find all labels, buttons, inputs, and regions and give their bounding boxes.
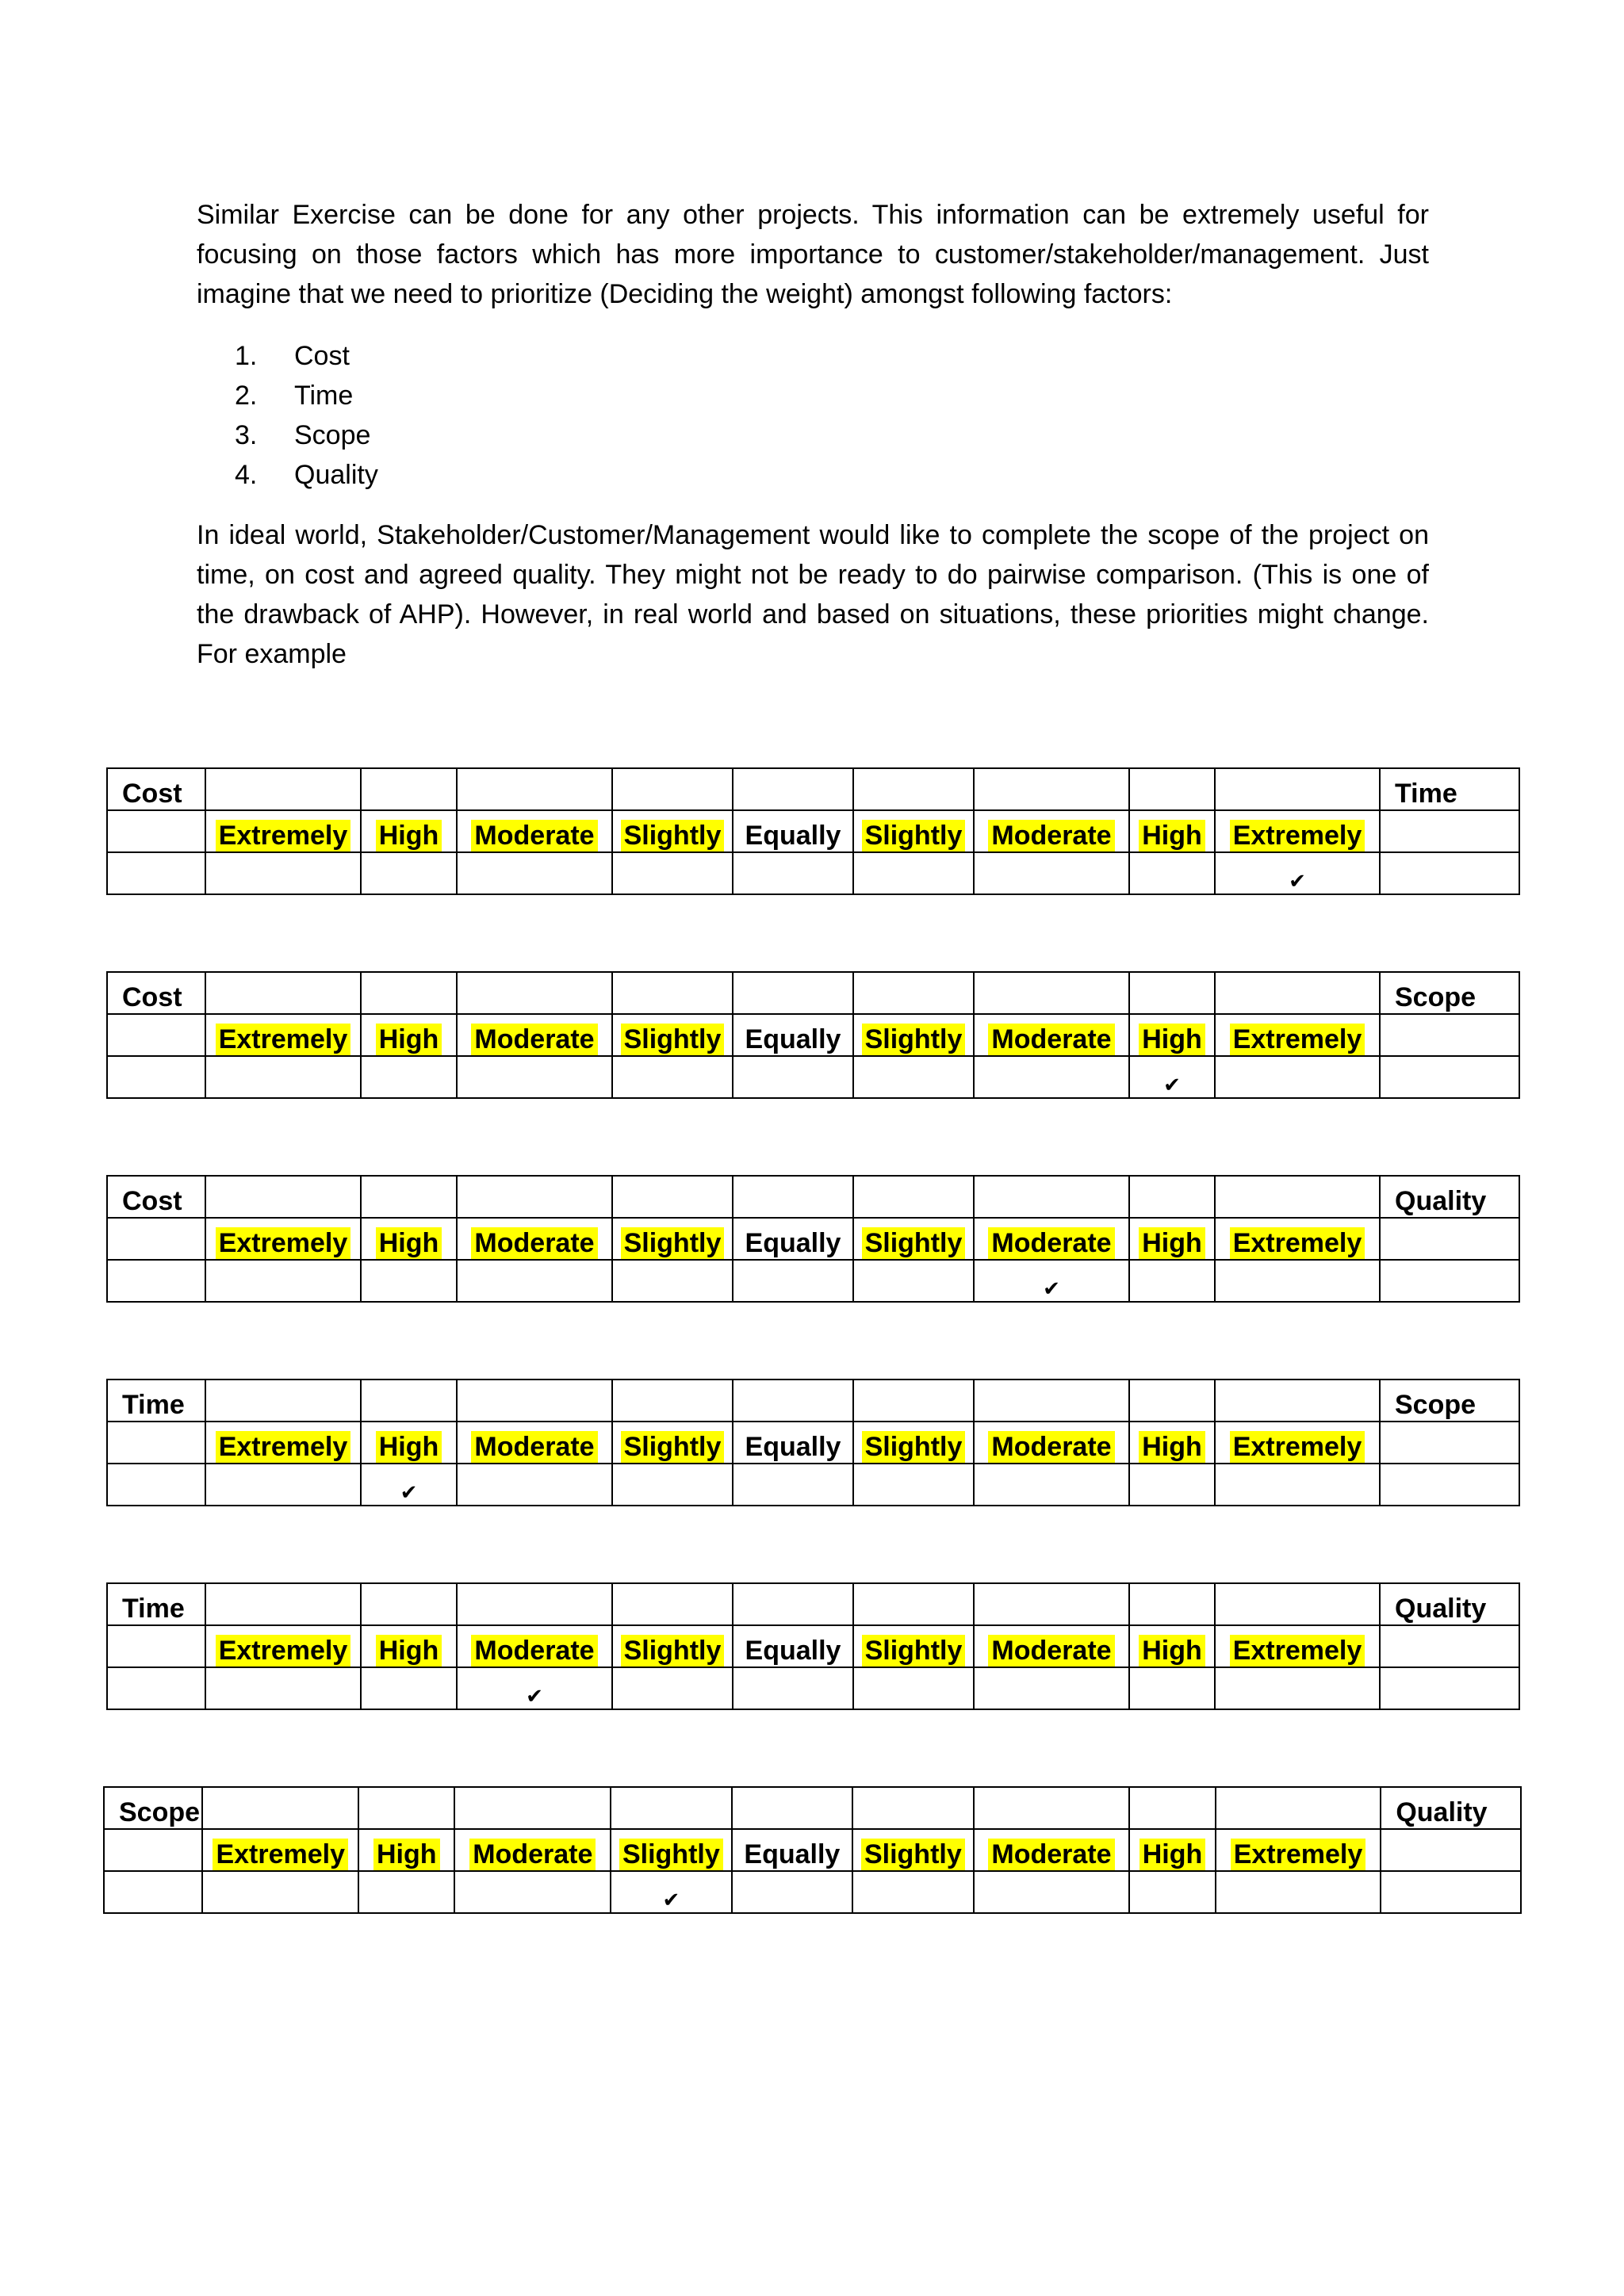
empty-cell xyxy=(733,1583,853,1625)
selection-cell[interactable] xyxy=(1215,1464,1380,1506)
selection-cell[interactable] xyxy=(205,1667,361,1709)
table-row xyxy=(107,1464,1519,1506)
scale-label: Slightly xyxy=(861,1839,965,1870)
scale-label: High xyxy=(1139,1635,1205,1667)
empty-cell xyxy=(107,1625,205,1667)
empty-cell xyxy=(104,1829,202,1871)
scale-label: Slightly xyxy=(621,1635,725,1667)
factor-label: Cost xyxy=(294,341,350,371)
empty-cell xyxy=(1381,1829,1521,1871)
table-row xyxy=(107,1260,1519,1302)
empty-cell xyxy=(457,768,612,810)
table-row xyxy=(104,1787,1521,1829)
empty-cell xyxy=(1380,1464,1519,1506)
scale-label-cell xyxy=(974,1829,1130,1871)
scale-label: Equally xyxy=(745,1432,841,1462)
scale-label: Moderate xyxy=(988,1227,1114,1259)
list-number: 1. xyxy=(235,341,258,371)
scale-label-cell xyxy=(974,1422,1129,1464)
empty-cell xyxy=(1380,1218,1519,1260)
scale-label: Slightly xyxy=(619,1839,723,1870)
selection-cell[interactable] xyxy=(853,852,974,894)
scale-label-cell xyxy=(202,1829,358,1871)
scale-label: Moderate xyxy=(471,1024,597,1055)
selection-cell[interactable] xyxy=(612,1056,733,1098)
scale-label-cell xyxy=(733,1014,853,1056)
scale-label-cell xyxy=(1129,1218,1215,1260)
selection-cell[interactable] xyxy=(733,1464,853,1506)
empty-cell xyxy=(612,1380,733,1422)
scale-label-cell xyxy=(974,810,1129,852)
scale-label: High xyxy=(376,1635,442,1667)
empty-cell xyxy=(974,1583,1129,1625)
scale-label: High xyxy=(1139,1227,1205,1259)
scale-label: High xyxy=(376,1024,442,1055)
empty-cell xyxy=(107,810,205,852)
selection-cell[interactable] xyxy=(1216,1871,1381,1913)
scale-label-cell xyxy=(974,1014,1129,1056)
empty-cell xyxy=(205,972,361,1014)
table-row xyxy=(107,768,1519,810)
empty-cell xyxy=(205,768,361,810)
scale-label: Moderate xyxy=(988,1024,1114,1055)
left-factor: Cost xyxy=(107,972,205,1014)
scale-label-cell xyxy=(361,1218,457,1260)
empty-cell xyxy=(974,1787,1130,1829)
list-number: 2. xyxy=(235,381,258,411)
selection-cell[interactable] xyxy=(361,1260,457,1302)
empty-cell xyxy=(1215,768,1380,810)
selection-cell[interactable] xyxy=(1215,1260,1380,1302)
scale-label-cell xyxy=(205,1625,361,1667)
left-factor: Cost xyxy=(107,768,205,810)
left-factor: Scope xyxy=(104,1787,202,1829)
empty-cell xyxy=(107,1667,205,1709)
empty-cell xyxy=(1129,1787,1215,1829)
selection-cell[interactable] xyxy=(361,1667,457,1709)
selection-cell[interactable] xyxy=(853,1667,974,1709)
scale-label: High xyxy=(1139,1431,1205,1463)
selection-cell[interactable] xyxy=(852,1871,974,1913)
empty-cell xyxy=(974,768,1129,810)
scale-label: Slightly xyxy=(862,1227,966,1259)
empty-cell xyxy=(457,1583,612,1625)
scale-label-cell xyxy=(1129,1829,1215,1871)
checkmark-icon: ✔ xyxy=(400,1480,418,1504)
factor-label: Quality xyxy=(294,460,378,490)
scale-label: Extremely xyxy=(1230,1431,1365,1463)
selection-cell[interactable] xyxy=(361,1464,457,1506)
scale-label-cell xyxy=(733,1625,853,1667)
checkmark-icon: ✔ xyxy=(1289,869,1306,893)
selection-cell[interactable] xyxy=(1129,1464,1215,1506)
checkmark-icon: ✔ xyxy=(1043,1276,1060,1300)
table-row xyxy=(107,1380,1519,1422)
scale-label-cell xyxy=(732,1829,853,1871)
empty-cell xyxy=(107,1422,205,1464)
scale-label: Extremely xyxy=(216,1431,351,1463)
scale-label-cell xyxy=(1215,1422,1380,1464)
selection-cell[interactable] xyxy=(733,1056,853,1098)
right-factor: Quality xyxy=(1380,1583,1519,1625)
scale-label: High xyxy=(373,1839,440,1870)
list-item xyxy=(235,415,378,455)
scale-label: Extremely xyxy=(1230,1024,1365,1055)
selection-cell[interactable] xyxy=(457,852,612,894)
scale-label: Moderate xyxy=(988,1839,1114,1870)
scale-label-cell xyxy=(733,1422,853,1464)
table-row xyxy=(107,1014,1519,1056)
scale-label: Slightly xyxy=(621,1431,725,1463)
scale-label-cell xyxy=(1216,1829,1381,1871)
empty-cell xyxy=(733,1176,853,1218)
empty-cell xyxy=(974,972,1129,1014)
empty-cell xyxy=(205,1583,361,1625)
selection-cell[interactable] xyxy=(205,1056,361,1098)
selection-cell[interactable] xyxy=(612,1464,733,1506)
empty-cell xyxy=(974,1176,1129,1218)
empty-cell xyxy=(853,972,974,1014)
scale-label-cell xyxy=(457,1422,612,1464)
table-row xyxy=(104,1829,1521,1871)
table-row xyxy=(104,1871,1521,1913)
scale-label: Slightly xyxy=(862,1431,966,1463)
factor-label: Scope xyxy=(294,420,371,450)
empty-cell xyxy=(107,1464,205,1506)
left-factor: Time xyxy=(107,1380,205,1422)
scale-label: Extremely xyxy=(216,1227,351,1259)
selection-cell[interactable] xyxy=(205,1464,361,1506)
empty-cell xyxy=(1129,972,1215,1014)
selection-cell[interactable] xyxy=(732,1871,853,1913)
selection-cell[interactable] xyxy=(1215,1056,1380,1098)
scale-label-cell xyxy=(612,1422,733,1464)
selection-cell[interactable] xyxy=(358,1871,454,1913)
scale-label: High xyxy=(376,820,442,851)
selection-cell[interactable] xyxy=(853,1260,974,1302)
scale-label-cell xyxy=(853,810,974,852)
selection-cell[interactable] xyxy=(974,1260,1129,1302)
scale-label-cell xyxy=(974,1218,1129,1260)
scale-label-cell xyxy=(974,1625,1129,1667)
comparison-table xyxy=(106,1379,1520,1506)
selection-cell[interactable] xyxy=(1215,1667,1380,1709)
table-row xyxy=(107,852,1519,894)
scale-label: High xyxy=(1139,1024,1205,1055)
selection-cell[interactable] xyxy=(974,1667,1129,1709)
empty-cell xyxy=(853,1583,974,1625)
comparison-table xyxy=(106,1175,1520,1303)
scale-label-cell xyxy=(853,1218,974,1260)
table-row xyxy=(107,1422,1519,1464)
selection-cell[interactable] xyxy=(733,852,853,894)
comparison-table xyxy=(106,767,1520,895)
empty-cell xyxy=(361,1583,457,1625)
empty-cell xyxy=(107,1056,205,1098)
scale-label-cell xyxy=(1129,1625,1215,1667)
scale-label: Equally xyxy=(745,1228,841,1258)
empty-cell xyxy=(853,1380,974,1422)
selection-cell[interactable] xyxy=(853,1056,974,1098)
empty-cell xyxy=(361,972,457,1014)
selection-cell[interactable] xyxy=(974,1056,1129,1098)
scale-label: Extremely xyxy=(1230,1227,1365,1259)
scale-label-cell xyxy=(853,1014,974,1056)
selection-cell[interactable] xyxy=(1129,1667,1215,1709)
empty-cell xyxy=(454,1787,611,1829)
scale-label: High xyxy=(376,1431,442,1463)
list-item xyxy=(235,455,378,495)
scale-label: Extremely xyxy=(216,820,351,851)
empty-cell xyxy=(852,1787,974,1829)
selection-cell[interactable] xyxy=(1129,1056,1215,1098)
empty-cell xyxy=(457,1380,612,1422)
empty-cell xyxy=(1380,810,1519,852)
scale-label-cell xyxy=(733,810,853,852)
selection-cell[interactable] xyxy=(1129,1260,1215,1302)
empty-cell xyxy=(612,972,733,1014)
scale-label: Moderate xyxy=(988,820,1114,851)
selection-cell[interactable] xyxy=(974,1464,1129,1506)
scale-label: Slightly xyxy=(862,1635,966,1667)
empty-cell xyxy=(1380,1667,1519,1709)
empty-cell xyxy=(104,1871,202,1913)
empty-cell xyxy=(361,1176,457,1218)
selection-cell[interactable] xyxy=(457,1260,612,1302)
scale-label: High xyxy=(376,1227,442,1259)
empty-cell xyxy=(1129,768,1215,810)
empty-cell xyxy=(361,1380,457,1422)
scale-label: Extremely xyxy=(216,1024,351,1055)
selection-cell[interactable] xyxy=(457,1464,612,1506)
scale-label: Slightly xyxy=(862,1024,966,1055)
left-factor: Cost xyxy=(107,1176,205,1218)
factor-label: Time xyxy=(294,381,354,411)
empty-cell xyxy=(853,768,974,810)
scale-label-cell xyxy=(1215,1014,1380,1056)
scale-label: Moderate xyxy=(988,1635,1114,1667)
selection-cell[interactable] xyxy=(1215,852,1380,894)
comparison-table xyxy=(103,1786,1522,1914)
left-factor: Time xyxy=(107,1583,205,1625)
selection-cell[interactable] xyxy=(457,1056,612,1098)
scale-label: Slightly xyxy=(621,820,725,851)
table-row xyxy=(107,810,1519,852)
selection-cell[interactable] xyxy=(361,1056,457,1098)
empty-cell xyxy=(1380,1625,1519,1667)
empty-cell xyxy=(107,1260,205,1302)
scale-label-cell xyxy=(361,1422,457,1464)
empty-cell xyxy=(733,972,853,1014)
empty-cell xyxy=(1215,1583,1380,1625)
scale-label: Extremely xyxy=(1231,1839,1366,1870)
scale-label-cell xyxy=(361,1625,457,1667)
selection-cell[interactable] xyxy=(611,1871,732,1913)
scale-label: Moderate xyxy=(471,1431,597,1463)
selection-cell[interactable] xyxy=(612,852,733,894)
empty-cell xyxy=(205,1176,361,1218)
scale-label-cell xyxy=(457,1625,612,1667)
selection-cell[interactable] xyxy=(733,1667,853,1709)
empty-cell xyxy=(1129,1176,1215,1218)
empty-cell xyxy=(1381,1871,1521,1913)
selection-cell[interactable] xyxy=(853,1464,974,1506)
selection-cell[interactable] xyxy=(1129,852,1215,894)
comparison-table xyxy=(106,971,1520,1099)
table-row xyxy=(107,972,1519,1014)
scale-label-cell xyxy=(1215,1625,1380,1667)
scale-label-cell xyxy=(205,1218,361,1260)
table-row xyxy=(107,1218,1519,1260)
scale-label: High xyxy=(1139,1839,1206,1870)
empty-cell xyxy=(733,768,853,810)
scale-label: Moderate xyxy=(471,1635,597,1667)
checkmark-icon: ✔ xyxy=(1163,1073,1181,1096)
table-row xyxy=(107,1667,1519,1709)
list-item xyxy=(235,336,378,376)
empty-cell xyxy=(612,768,733,810)
scale-label: Moderate xyxy=(471,820,597,851)
selection-cell[interactable] xyxy=(457,1667,612,1709)
empty-cell xyxy=(1129,1380,1215,1422)
selection-cell[interactable] xyxy=(205,1260,361,1302)
scale-label: Extremely xyxy=(1230,1635,1365,1667)
scale-label-cell xyxy=(853,1625,974,1667)
scale-label-cell xyxy=(853,1422,974,1464)
empty-cell xyxy=(1215,1380,1380,1422)
selection-cell[interactable] xyxy=(1129,1871,1215,1913)
scale-label-cell xyxy=(361,1014,457,1056)
empty-cell xyxy=(1380,1014,1519,1056)
scale-label: Extremely xyxy=(216,1635,351,1667)
list-item xyxy=(235,376,378,415)
empty-cell xyxy=(1215,1176,1380,1218)
scale-label-cell xyxy=(457,810,612,852)
scale-label-cell xyxy=(205,810,361,852)
scale-label-cell xyxy=(611,1829,732,1871)
empty-cell xyxy=(1129,1583,1215,1625)
selection-cell[interactable] xyxy=(612,1667,733,1709)
scale-label-cell xyxy=(1215,1218,1380,1260)
right-factor: Scope xyxy=(1380,1380,1519,1422)
scale-label: Moderate xyxy=(988,1431,1114,1463)
empty-cell xyxy=(974,1380,1129,1422)
scale-label-cell xyxy=(612,1014,733,1056)
empty-cell xyxy=(107,852,205,894)
empty-cell xyxy=(1380,1260,1519,1302)
scale-label: Slightly xyxy=(862,820,966,851)
scale-label: Extremely xyxy=(213,1839,348,1870)
empty-cell xyxy=(1380,1422,1519,1464)
scale-label-cell xyxy=(358,1829,454,1871)
scale-label: Equally xyxy=(745,1636,841,1666)
scale-label-cell xyxy=(1215,810,1380,852)
scale-label-cell xyxy=(454,1829,611,1871)
list-number: 4. xyxy=(235,460,258,490)
empty-cell xyxy=(733,1380,853,1422)
right-factor: Time xyxy=(1380,768,1519,810)
scale-label-cell xyxy=(457,1218,612,1260)
empty-cell xyxy=(612,1583,733,1625)
right-factor: Scope xyxy=(1380,972,1519,1014)
selection-cell[interactable] xyxy=(454,1871,611,1913)
selection-cell[interactable] xyxy=(974,1871,1130,1913)
selection-cell[interactable] xyxy=(202,1871,358,1913)
selection-cell[interactable] xyxy=(361,852,457,894)
empty-cell xyxy=(361,768,457,810)
scale-label: Equally xyxy=(745,821,841,851)
scale-label-cell xyxy=(205,1422,361,1464)
scale-label-cell xyxy=(457,1014,612,1056)
checkmark-icon: ✔ xyxy=(662,1888,680,1911)
empty-cell xyxy=(1215,972,1380,1014)
comparison-table xyxy=(106,1582,1520,1710)
scale-label-cell xyxy=(205,1014,361,1056)
empty-cell xyxy=(732,1787,853,1829)
checkmark-icon: ✔ xyxy=(526,1684,543,1708)
empty-cell xyxy=(202,1787,358,1829)
empty-cell xyxy=(853,1176,974,1218)
context-paragraph: In ideal world, Stakeholder/Customer/Management would like to complete the scope of the project on time, on cost and agreed quality. They might not be ready to do pairwise comparison. (This is one of the drawback of AHP). However, in real world and based on situations, these priorities might change. For example xyxy=(197,520,1429,669)
table-row xyxy=(107,1625,1519,1667)
selection-cell[interactable] xyxy=(612,1260,733,1302)
scale-label-cell xyxy=(612,1218,733,1260)
scale-label: Slightly xyxy=(621,1227,725,1259)
scale-label: Moderate xyxy=(469,1839,596,1870)
factor-list xyxy=(235,336,378,495)
scale-label: High xyxy=(1139,820,1205,851)
empty-cell xyxy=(611,1787,732,1829)
empty-cell xyxy=(457,972,612,1014)
selection-cell[interactable] xyxy=(205,852,361,894)
selection-cell[interactable] xyxy=(733,1260,853,1302)
list-number: 3. xyxy=(235,420,258,450)
empty-cell xyxy=(358,1787,454,1829)
table-row xyxy=(107,1056,1519,1098)
scale-label: Equally xyxy=(744,1839,841,1869)
right-factor: Quality xyxy=(1380,1176,1519,1218)
scale-label: Moderate xyxy=(471,1227,597,1259)
scale-label: Equally xyxy=(745,1024,841,1054)
scale-label-cell xyxy=(1129,1422,1215,1464)
empty-cell xyxy=(107,1014,205,1056)
scale-label: Extremely xyxy=(1230,820,1365,851)
empty-cell xyxy=(612,1176,733,1218)
intro-paragraph: Similar Exercise can be done for any other projects. This information can be extremely useful for focusing on those factors which has more importance to customer/stakeholder/management. Just imagine that we need to prioritize (Deciding the weight) amongst following factors: xyxy=(197,200,1429,309)
empty-cell xyxy=(1216,1787,1381,1829)
empty-cell xyxy=(107,1218,205,1260)
selection-cell[interactable] xyxy=(974,852,1129,894)
scale-label: Slightly xyxy=(621,1024,725,1055)
scale-label-cell xyxy=(852,1829,974,1871)
scale-label-cell xyxy=(733,1218,853,1260)
table-row xyxy=(107,1583,1519,1625)
empty-cell xyxy=(1380,852,1519,894)
empty-cell xyxy=(457,1176,612,1218)
scale-label-cell xyxy=(612,1625,733,1667)
empty-cell xyxy=(1380,1056,1519,1098)
scale-label-cell xyxy=(612,810,733,852)
scale-label-cell xyxy=(1129,810,1215,852)
scale-label-cell xyxy=(361,810,457,852)
scale-label-cell xyxy=(1129,1014,1215,1056)
right-factor: Quality xyxy=(1381,1787,1521,1829)
empty-cell xyxy=(205,1380,361,1422)
table-row xyxy=(107,1176,1519,1218)
